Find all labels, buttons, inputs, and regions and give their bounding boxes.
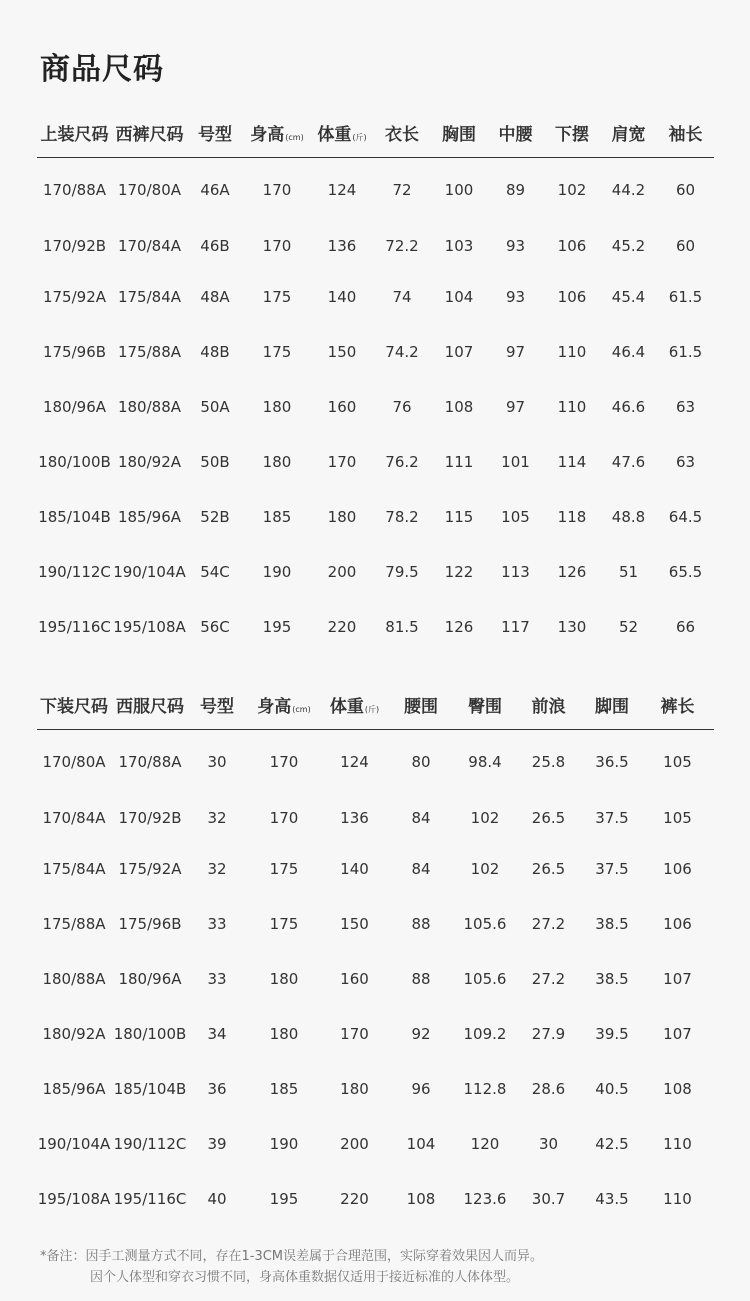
column-header [245,679,323,730]
table-cell: 37.5 [595,808,629,827]
table-cell: 175/96B [118,915,182,933]
table-row [37,897,714,952]
table-cell: 185/96A [42,1080,106,1098]
column-header [456,679,514,730]
footnote-line-1: *备注：因手工测量方式不同，存在1-3CM误差属于合理范围，实际穿着效果因人而异。 [40,1249,544,1264]
column-header-label: 脚围 [595,696,629,717]
table-cell: 120 [470,1135,500,1153]
table-cell: 110 [557,398,587,416]
table-cell: 36 [207,1080,227,1098]
table-cell: 220 [340,1190,369,1208]
table-cell: 150 [327,343,357,361]
table-cell: 104 [444,288,474,306]
table-cell: 170 [262,180,292,199]
table-cell: 170/88A [118,752,182,771]
table-cell: 200 [327,563,357,581]
table-cell: 175/92A [42,288,107,306]
table-cell: 170/80A [42,752,106,771]
table-cell: 46.6 [611,398,646,416]
table-row [37,1007,714,1062]
table-cell: 150 [340,915,369,933]
table-cell: 180/92A [42,1025,106,1043]
table-cell: 52 [618,618,639,636]
table-cell: 175/84A [117,288,182,306]
table-cell: 175 [269,860,299,878]
table-cell: 200 [340,1135,369,1153]
table-cell: 195/116C [38,618,111,636]
table-cell: 170/92B [42,236,107,255]
page-title: 商品尺码 [40,52,164,87]
table-cell: 190 [262,563,292,581]
table-cell: 50A [200,398,230,416]
table-cell: 185/96A [117,508,182,526]
table-cell: 102 [470,860,500,878]
table-cell: 190/112C [38,563,111,581]
table-row [37,1117,714,1172]
table-cell: 220 [327,618,357,636]
table-cell: 170 [327,453,357,471]
table-cell: 107 [444,343,474,361]
column-header-label: 号型 [200,696,234,717]
table-cell: 110 [663,1135,692,1153]
column-header [600,107,657,158]
table-cell: 54C [200,563,230,581]
table-cell: 81.5 [385,618,419,636]
table-cell: 79.5 [385,563,419,581]
table-cell: 195 [269,1190,299,1208]
table-cell: 88 [411,915,431,933]
table-cell: 52B [200,508,230,526]
table-cell: 170/92B [118,808,182,827]
table-cell: 37.5 [595,860,629,878]
table-cell: 108 [406,1190,436,1208]
table-cell: 100 [444,180,474,199]
table-cell: 93 [505,236,526,255]
table-cell: 48.8 [611,508,646,526]
table-cell: 38.5 [595,970,629,988]
table-cell: 51 [618,563,639,581]
table-cell: 111 [444,453,474,471]
column-header [323,679,386,730]
table-row [37,380,714,435]
table-cell: 105 [663,752,692,771]
table-cell: 63 [675,453,696,471]
table-cell: 106 [663,860,692,878]
table-cell: 66 [675,618,696,636]
bottom-size-table [37,679,714,1227]
table-cell: 36.5 [595,752,629,771]
table-cell: 185/104B [38,508,111,526]
table-cell: 46A [200,180,230,199]
table-cell: 76.2 [385,453,419,471]
table-cell: 30 [538,1135,559,1153]
column-header-label: 身高 [250,124,285,145]
table-cell: 32 [207,808,227,827]
table-cell: 175 [262,343,292,361]
table-cell: 74.2 [385,343,419,361]
table-cell: 175/88A [42,915,106,933]
table-cell: 170 [340,1025,369,1043]
table-cell: 28.6 [531,1080,566,1098]
table-cell: 45.2 [611,236,646,255]
column-header [544,107,600,158]
table-cell: 180 [262,398,292,416]
table-cell: 33 [207,970,227,988]
table-cell: 104 [406,1135,436,1153]
column-header [583,679,641,730]
table-cell: 195/108A [37,1190,111,1208]
table-cell: 105 [663,808,692,827]
table-cell: 170/80A [117,180,182,199]
table-cell: 175/88A [117,343,182,361]
table-cell: 61.5 [668,343,703,361]
table-cell: 108 [663,1080,692,1098]
table-cell: 190/104A [113,563,186,581]
table-cell: 105.6 [463,970,507,988]
table-cell: 175 [262,288,292,306]
table-cell: 60 [675,236,696,255]
table-cell: 180 [269,1025,299,1043]
table-cell: 114 [557,453,587,471]
table-cell: 107 [663,970,692,988]
table-row [37,952,714,1007]
table-cell: 175/92A [118,860,182,878]
column-header [311,107,373,158]
table-cell: 110 [663,1190,692,1208]
table-cell: 84 [411,808,431,827]
table-cell: 170/84A [42,808,106,827]
table-cell: 27.9 [531,1025,566,1043]
table-row [37,158,714,222]
column-header-label: 衣长 [385,124,419,145]
table-cell: 26.5 [531,860,566,878]
table-cell: 180/96A [42,398,107,416]
table-cell: 106 [557,236,587,255]
table-cell: 40.5 [595,1080,629,1098]
column-header [243,107,311,158]
table-cell: 190 [269,1135,299,1153]
table-cell: 180/92A [117,453,182,471]
table-cell: 113 [501,563,530,581]
table-cell: 92 [411,1025,431,1043]
table-cell: 160 [327,398,357,416]
table-cell: 47.6 [611,453,646,471]
table-row [37,222,714,270]
table-cell: 96 [411,1080,431,1098]
column-header [514,679,583,730]
table-cell: 124 [340,752,369,771]
table-cell: 38.5 [595,915,629,933]
table-cell: 180/88A [117,398,182,416]
table-cell: 33 [207,915,227,933]
table-row [37,794,714,842]
column-header [431,107,487,158]
table-cell: 180 [327,508,357,526]
table-cell: 123.6 [463,1190,507,1208]
column-header-label: 肩宽 [611,124,646,145]
table-cell: 180/100B [113,1025,187,1043]
table-cell: 180/88A [42,970,106,988]
table-cell: 105 [501,508,530,526]
table-cell: 136 [327,236,357,255]
table-cell: 103 [444,236,474,255]
table-cell: 97 [505,398,526,416]
table-cell: 44.2 [611,180,646,199]
table-cell: 72 [392,180,412,199]
table-cell: 180/96A [118,970,182,988]
table-cell: 64.5 [668,508,703,526]
column-header-label: 体重 [329,696,364,717]
table-row [37,1172,714,1227]
table-cell: 27.2 [531,915,566,933]
table-cell: 126 [557,563,587,581]
table-cell: 74 [392,288,412,306]
table-cell: 109.2 [463,1025,507,1043]
table-cell: 106 [663,915,692,933]
table-cell: 102 [470,808,500,827]
table-row [37,600,714,655]
table-cell: 30.7 [531,1190,566,1208]
table-cell: 115 [444,508,474,526]
table-cell: 72.2 [385,236,419,255]
table-cell: 108 [444,398,474,416]
table-cell: 190/112C [113,1135,187,1153]
table-cell: 170/88A [42,180,107,199]
table-cell: 88 [411,970,431,988]
table-cell: 42.5 [595,1135,629,1153]
column-header [187,107,243,158]
unit-label: (cm) [292,704,311,714]
table-cell: 170 [269,808,299,827]
table-cell: 30 [207,752,227,771]
column-header [37,679,111,730]
table-cell: 195 [262,618,292,636]
table-cell: 170 [262,236,292,255]
column-header [111,679,189,730]
column-header-label: 腰围 [404,696,438,717]
table-cell: 76 [392,398,412,416]
column-header-label: 胸围 [442,124,476,145]
table-row [37,490,714,545]
table-cell: 136 [340,808,369,827]
column-header-label: 前浪 [531,696,566,717]
table-cell: 117 [501,618,530,636]
table-cell: 80 [411,752,431,771]
table-header-row [37,107,714,158]
table-cell: 63 [675,398,696,416]
table-header-row [37,679,714,730]
table-cell: 175/96B [42,343,107,361]
table-cell: 124 [327,180,357,199]
table-cell: 101 [501,453,530,471]
table-cell: 185 [262,508,292,526]
table-cell: 48A [200,288,230,306]
column-header [37,107,112,158]
table-cell: 97 [505,343,526,361]
table-cell: 185 [269,1080,299,1098]
table-cell: 107 [663,1025,692,1043]
table-cell: 50B [200,453,230,471]
table-row [37,545,714,600]
table-cell: 46.4 [611,343,646,361]
table-cell: 84 [411,860,431,878]
table-cell: 34 [207,1025,227,1043]
column-header [641,679,714,730]
table-cell: 175 [269,915,299,933]
table-cell: 32 [207,860,227,878]
table-row [37,842,714,897]
table-cell: 110 [557,343,587,361]
table-cell: 48B [200,343,230,361]
table-cell: 195/116C [113,1190,187,1208]
table-cell: 126 [444,618,474,636]
table-cell: 170 [269,752,299,771]
column-header [189,679,245,730]
table-cell: 190/104A [37,1135,111,1153]
column-header-label: 西裤尺码 [115,124,184,145]
column-header-label: 号型 [198,124,232,145]
table-cell: 40 [207,1190,227,1208]
table-row [37,435,714,490]
column-header [112,107,187,158]
table-cell: 180 [340,1080,369,1098]
column-header [373,107,431,158]
table-cell: 98.4 [468,752,502,771]
top-size-table [37,107,714,655]
table-cell: 61.5 [668,288,703,306]
table-cell: 160 [340,970,369,988]
table-cell: 27.2 [531,970,566,988]
table-cell: 39 [207,1135,227,1153]
table-cell: 56C [200,618,230,636]
table-cell: 185/104B [113,1080,187,1098]
table-cell: 78.2 [385,508,419,526]
table-cell: 140 [340,860,369,878]
table-cell: 180 [269,970,299,988]
table-cell: 118 [557,508,587,526]
column-header-label: 中腰 [498,124,533,145]
table-cell: 140 [327,288,357,306]
column-header-label: 下装尺码 [40,696,108,717]
column-header-label: 身高 [257,696,292,717]
unit-label: (斤) [352,132,367,142]
table-cell: 46B [200,236,230,255]
table-cell: 60 [675,180,696,199]
table-cell: 122 [444,563,474,581]
unit-label: (斤) [364,704,380,714]
table-cell: 65.5 [668,563,703,581]
table-cell: 195/108A [113,618,186,636]
table-row [37,1062,714,1117]
table-cell: 170/84A [117,236,182,255]
column-header-label: 体重 [317,124,352,145]
table-cell: 180/100B [38,453,111,471]
table-cell: 25.8 [531,752,566,771]
table-row [37,270,714,325]
table-cell: 39.5 [595,1025,629,1043]
column-header-label: 臀围 [468,696,502,717]
table-cell: 106 [557,288,587,306]
table-cell: 93 [505,288,526,306]
column-header-label: 裤长 [660,696,695,717]
footnote [40,1246,543,1288]
column-header [657,107,714,158]
table-cell: 26.5 [531,808,566,827]
table-cell: 130 [557,618,587,636]
table-row [37,730,714,794]
unit-label: (cm) [285,132,304,142]
table-cell: 180 [262,453,292,471]
table-cell: 45.4 [611,288,646,306]
column-header-label: 西服尺码 [116,696,184,717]
table-row [37,325,714,380]
table-cell: 43.5 [595,1190,629,1208]
table-cell: 175/84A [42,860,106,878]
table-cell: 112.8 [463,1080,507,1098]
table-cell: 102 [557,180,587,199]
footnote-line-2: 因个人体型和穿衣习惯不同，身高体重数据仅适用于接近标准的人体体型。 [90,1270,520,1285]
column-header-label: 下摆 [555,124,589,145]
table-cell: 89 [505,180,526,199]
column-header [386,679,456,730]
table-cell: 105.6 [463,915,507,933]
column-header [487,107,544,158]
column-header-label: 袖长 [668,124,703,145]
column-header-label: 上装尺码 [40,124,109,145]
